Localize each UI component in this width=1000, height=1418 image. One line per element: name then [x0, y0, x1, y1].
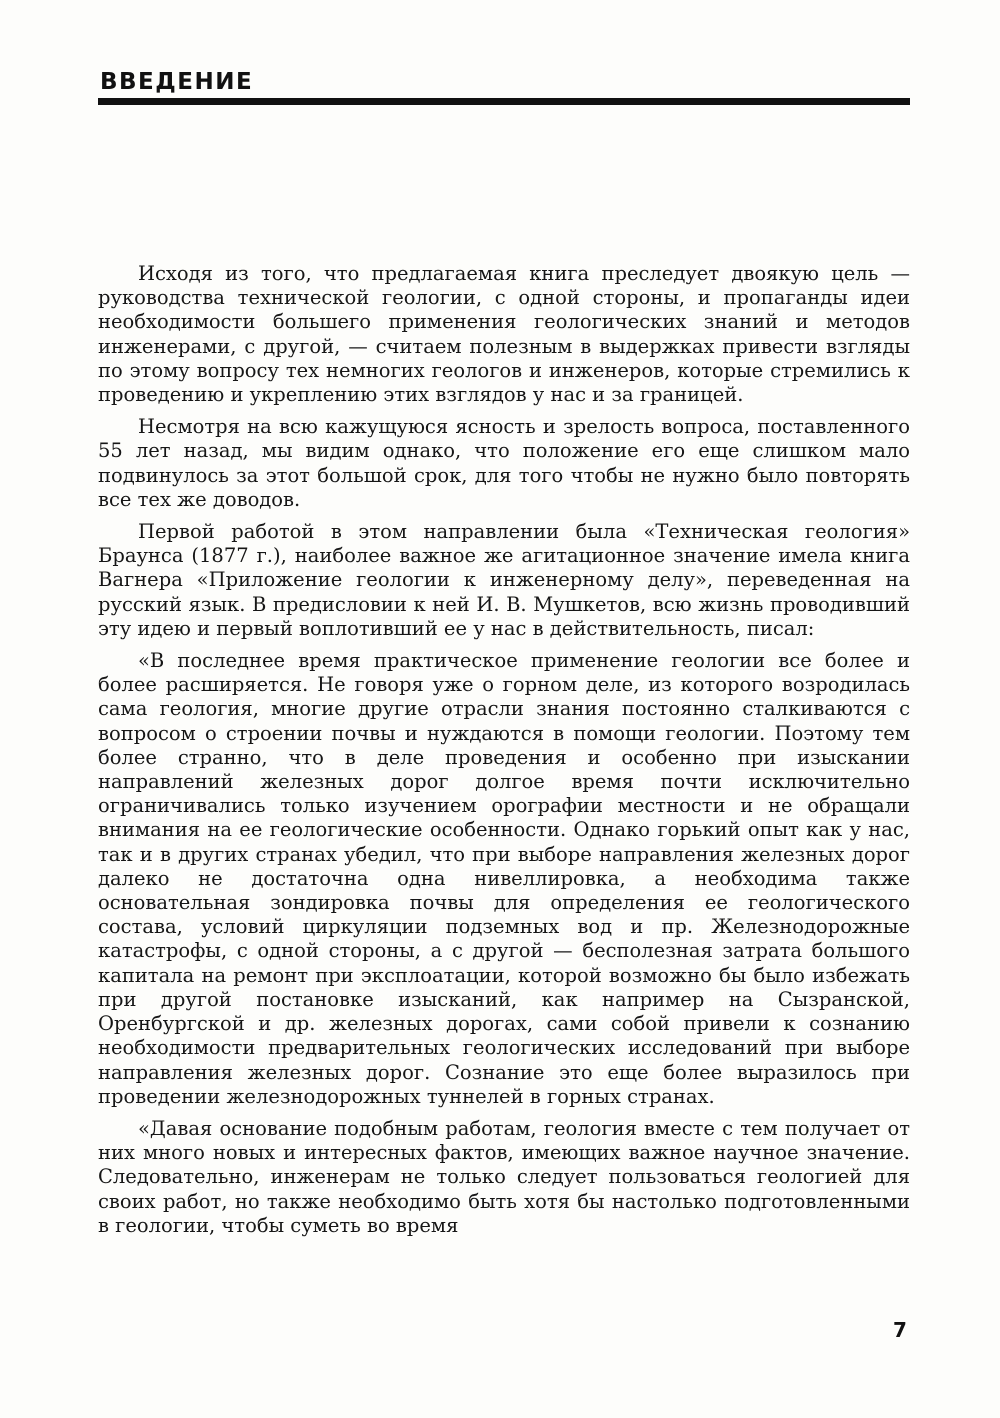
paragraph: Первой работой в этом направлении была «Техническая геология» Браунса (1877 г.), наиболее важное же агитационное значение имела книга Вагнера «Приложение геологии к инженерному делу», переведенная на русский язык. В предисловии к ней И. В. Мушкетов, всю жизнь проводивший эту идею и первый воплотивший ее у нас в действительность, писал:	[98, 520, 910, 640]
paragraph: Несмотря на всю кажущуюся ясность и зрелость вопроса, поставленного 55 лет назад, мы видим однако, что положение его еще слишком мало подвинулось за этот большой срок, для того чтобы не нужно было повторять все тех же доводов.	[98, 415, 910, 511]
body-text	[98, 262, 910, 1246]
chapter-header	[98, 68, 910, 108]
chapter-title: ВВЕДЕНИЕ	[100, 69, 254, 95]
paragraph-quote: «В последнее время практическое применение геологии все более и более расширяется. Не говоря уже о горном деле, из которого возродилась сама геология, многие другие отрасли знания постоянно сталкиваются с вопросом о строении почвы и нуждаются в помощи геологии. Поэтому тем более странно, что в деле проведения и особенно при изыскании направлений железных дорог долгое время почти исключительно ограничивались только изучением орографии местности и не обращали внимания на ее геологические особенности. Однако горький опыт как у нас, так и в других странах убедил, что при выборе направления железных дорог далеко не достаточна одна нивеллировка, а необходима также основательная зондировка почвы для определения ее геологического состава, условий циркуляции подземных вод и пр. Железнодорожные катастрофы, с одной стороны, а с другой — бесполезная затрата большого капитала на ремонт при эксплоатации, которой возможно бы было избежать при другой постановке изысканий, как например на Сызранской, Оренбургской и др. железных дорогах, сами собой привели к сознанию необходимости предварительных геологических исследований при выборе направления железных дорог. Сознание это еще более выразилось при проведении железнодорожных туннелей в горных странах.	[98, 649, 910, 1108]
paragraph: Исходя из того, что предлагаемая книга преследует двоякую цель — руководства технической геологии, с одной стороны, и пропаганды идеи необходимости большего применения геологических знаний и методов инженерами, с другой, — считаем полезным в выдержках привести взгляды по этому вопросу тех немногих геологов и инженеров, которые стремились к проведению и укреплению этих взглядов у нас и за границей.	[98, 262, 910, 407]
page-number: 7	[893, 1318, 907, 1342]
header-rule	[98, 98, 910, 105]
paragraph-quote: «Давая основание подобным работам, геология вместе с тем получает от них много новых и интересных фактов, имеющих важное научное значение. Следовательно, инженерам не только следует пользоваться геологией для своих работ, но также необходимо быть хотя бы настолько подготовленными в геологии, чтобы суметь во время	[98, 1116, 910, 1237]
